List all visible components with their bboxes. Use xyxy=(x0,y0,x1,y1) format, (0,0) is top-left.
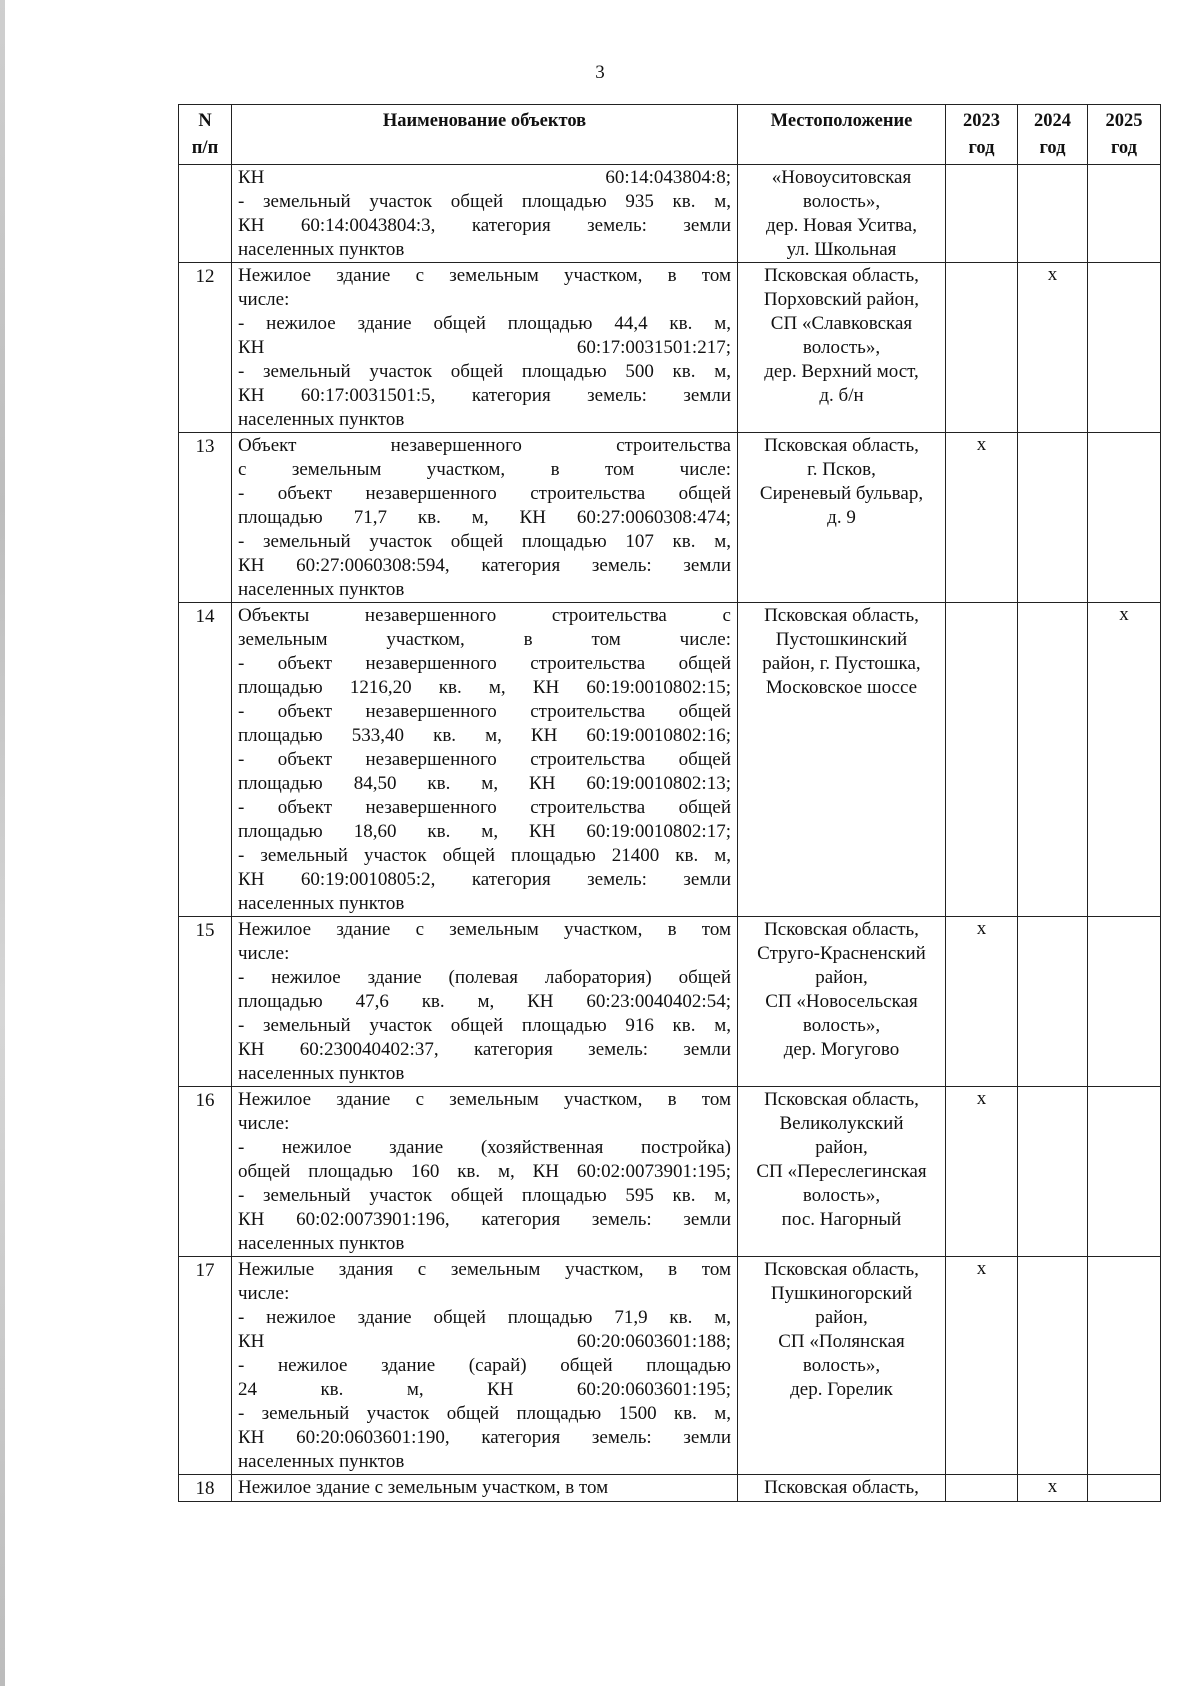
object-name-line: - земельный участок общей площадью 595 кв. м, xyxy=(238,1185,731,1206)
location-line: дер. Горелик xyxy=(790,1379,893,1400)
year-mark-2025 xyxy=(1088,433,1161,603)
object-name-line: населенных пунктов xyxy=(238,239,405,260)
object-name-line: населенных пунктов xyxy=(238,579,405,600)
row-number: 13 xyxy=(179,433,232,603)
year-mark-2025 xyxy=(1088,917,1161,1087)
row-number: 14 xyxy=(179,603,232,917)
year-mark-2024 xyxy=(1018,603,1088,917)
location-line: Псковская область, xyxy=(764,435,919,456)
location-line: Сиреневый бульвар, xyxy=(759,483,924,504)
object-name-line: КН 60:20:0603601:188; xyxy=(238,1331,731,1352)
location-line: район, г. Пустошка, xyxy=(762,653,921,674)
object-name-line: населенных пунктов xyxy=(238,409,405,430)
object-name xyxy=(232,1257,738,1475)
year-mark-2024 xyxy=(1018,1087,1088,1257)
row-number: 16 xyxy=(179,1087,232,1257)
location-line: Псковская область, xyxy=(764,1259,919,1280)
year-mark-2025 xyxy=(1088,1257,1161,1475)
year-mark-2025 xyxy=(1088,1475,1161,1502)
year-mark-2025 xyxy=(1088,1087,1161,1257)
location-line: волость», xyxy=(802,191,881,212)
location-line: Псковская область, xyxy=(764,919,919,940)
location-line: СП «Переслегинская xyxy=(756,1161,927,1182)
location-line: дер. Верхний мост, xyxy=(764,361,919,382)
location-line: г. Псков, xyxy=(807,459,876,480)
row-number xyxy=(179,165,232,263)
object-name-line: - земельный участок общей площадью 1500 кв. м, xyxy=(238,1403,731,1424)
location-line: СП «Славковская xyxy=(770,313,913,334)
object-name-line: - нежилое здание общей площадью 44,4 кв. м, xyxy=(238,313,731,334)
location-line: район, xyxy=(815,967,868,988)
page-number: 3 xyxy=(595,62,605,83)
object-location xyxy=(738,165,946,263)
object-location xyxy=(738,1087,946,1257)
object-name-line: земельным участком, в том числе: xyxy=(238,629,731,650)
year-mark-2025 xyxy=(1088,263,1161,433)
object-name-line: Нежилое здание с земельным участком, в том xyxy=(238,1477,609,1498)
object-name-line: общей площадью 160 кв. м, КН 60:02:0073901:195; xyxy=(238,1161,731,1182)
object-name-line: - объект незавершенного строительства общей xyxy=(238,701,731,722)
table-row xyxy=(179,433,1161,603)
location-line: СП «Полянская xyxy=(778,1331,905,1352)
table-row xyxy=(179,917,1161,1087)
object-name-line: - объект незавершенного строительства общей xyxy=(238,749,731,770)
object-name-line: - нежилое здание общей площадью 71,9 кв. м, xyxy=(238,1307,731,1328)
object-name-line: КН 60:19:0010805:2, категория земель: земли xyxy=(238,869,731,890)
row-number: 17 xyxy=(179,1257,232,1475)
header-name: Наименование объектов xyxy=(232,105,738,165)
object-location xyxy=(738,917,946,1087)
object-name-line: - объект незавершенного строительства общей xyxy=(238,653,731,674)
year-mark-2023: x xyxy=(946,917,1018,1087)
year-mark-2024 xyxy=(1018,433,1088,603)
year-mark-2023: x xyxy=(946,1257,1018,1475)
year-mark-2024: x xyxy=(1018,1475,1088,1502)
header-year-2023: 2023 год xyxy=(946,105,1018,165)
location-line: д. 9 xyxy=(827,507,856,528)
object-name-line: КН 60:230040402:37, категория земель: земли xyxy=(238,1039,731,1060)
object-name-line: площадью 18,60 кв. м, КН 60:19:0010802:17; xyxy=(238,821,731,842)
location-line: д. б/н xyxy=(819,385,864,406)
table-row xyxy=(179,1087,1161,1257)
object-name-line: площадью 84,50 кв. м, КН 60:19:0010802:13; xyxy=(238,773,731,794)
location-line: волость», xyxy=(802,1185,881,1206)
object-name-line: Объект незавершенного строительства xyxy=(238,435,731,456)
location-line: волость», xyxy=(802,337,881,358)
object-name-line: Нежилое здание с земельным участком, в том xyxy=(238,265,731,286)
location-line: пос. Нагорный xyxy=(781,1209,902,1230)
location-line: Псковская область, xyxy=(764,605,919,626)
object-name-line: - земельный участок общей площадью 916 кв. м, xyxy=(238,1015,731,1036)
table-row xyxy=(179,603,1161,917)
object-name-line: КН 60:20:0603601:190, категория земель: земли xyxy=(238,1427,731,1448)
object-name-line: Нежилое здание с земельным участком, в том xyxy=(238,1089,731,1110)
location-line: Псковская область, xyxy=(764,265,919,286)
object-name-line: Нежилое здание с земельным участком, в том xyxy=(238,919,731,940)
table-body xyxy=(179,165,1161,1502)
object-name-line: числе: xyxy=(238,289,290,310)
location-line: «Новоуситовская xyxy=(771,167,912,188)
object-name xyxy=(232,917,738,1087)
header-num: N п/п xyxy=(179,105,232,165)
year-mark-2023: x xyxy=(946,433,1018,603)
row-number: 18 xyxy=(179,1475,232,1502)
object-name-line: - земельный участок общей площадью 935 кв. м, xyxy=(238,191,731,212)
year-mark-2023 xyxy=(946,1475,1018,1502)
year-mark-2025 xyxy=(1088,165,1161,263)
table-row xyxy=(179,1475,1161,1502)
object-name-line: с земельным участком, в том числе: xyxy=(238,459,731,480)
object-name-line: - объект незавершенного строительства общей xyxy=(238,483,731,504)
year-mark-2025: x xyxy=(1088,603,1161,917)
object-name-line: КН 60:14:0043804:3, категория земель: земли xyxy=(238,215,731,236)
location-line: ул. Школьная xyxy=(786,239,897,260)
year-mark-2023 xyxy=(946,165,1018,263)
object-name-line: - нежилое здание (сарай) общей площадью xyxy=(238,1355,731,1376)
object-name xyxy=(232,433,738,603)
object-name-line: Объекты незавершенного строительства с xyxy=(238,605,731,626)
object-name xyxy=(232,1475,738,1502)
row-number: 15 xyxy=(179,917,232,1087)
object-location xyxy=(738,603,946,917)
table-row xyxy=(179,263,1161,433)
location-line: СП «Новосельская xyxy=(765,991,918,1012)
object-name-line: - нежилое здание (полевая лаборатория) общей xyxy=(238,967,731,988)
object-name-line: Нежилые здания с земельным участком, в том xyxy=(238,1259,731,1280)
year-mark-2024 xyxy=(1018,917,1088,1087)
year-mark-2024: x xyxy=(1018,263,1088,433)
object-name-line: КН 60:27:0060308:594, категория земель: земли xyxy=(238,555,731,576)
object-name-line: КН 60:17:0031501:5, категория земель: земли xyxy=(238,385,731,406)
object-name-line: - земельный участок общей площадью 500 кв. м, xyxy=(238,361,731,382)
object-location xyxy=(738,263,946,433)
header-location: Местоположение xyxy=(738,105,946,165)
location-line: Московское шоссе xyxy=(765,677,918,698)
object-name-line: площадью 47,6 кв. м, КН 60:23:0040402:54; xyxy=(238,991,731,1012)
location-line: Пушкиногорский xyxy=(770,1283,913,1304)
object-location xyxy=(738,1475,946,1502)
location-line: волость», xyxy=(802,1355,881,1376)
object-name-line: площадью 71,7 кв. м, КН 60:27:0060308:474; xyxy=(238,507,731,528)
location-line: район, xyxy=(815,1137,868,1158)
year-mark-2024 xyxy=(1018,165,1088,263)
location-line: дер. Могугово xyxy=(783,1039,900,1060)
object-location xyxy=(738,433,946,603)
object-name-line: КН 60:02:0073901:196, категория земель: земли xyxy=(238,1209,731,1230)
location-line: волость», xyxy=(802,1015,881,1036)
object-name-line: - земельный участок общей площадью 107 кв. м, xyxy=(238,531,731,552)
location-line: Пустошкинский xyxy=(775,629,908,650)
object-name-line: населенных пунктов xyxy=(238,1451,405,1472)
object-name-line: числе: xyxy=(238,1113,290,1134)
object-name xyxy=(232,165,738,263)
object-name-line: - нежилое здание (хозяйственная постройка) xyxy=(238,1137,731,1158)
object-name-line: площадью 1216,20 кв. м, КН 60:19:0010802:15; xyxy=(238,677,731,698)
object-name-line: населенных пунктов xyxy=(238,1233,405,1254)
object-name-line: площадью 533,40 кв. м, КН 60:19:0010802:16; xyxy=(238,725,731,746)
location-line: район, xyxy=(815,1307,868,1328)
location-line: Порховский район, xyxy=(763,289,920,310)
table-row xyxy=(179,165,1161,263)
object-name-line: КН 60:17:0031501:217; xyxy=(238,337,731,358)
location-line: Струго-Красненский xyxy=(757,943,926,964)
year-mark-2023: x xyxy=(946,1087,1018,1257)
object-name-line: числе: xyxy=(238,1283,290,1304)
object-name-line: населенных пунктов xyxy=(238,893,405,914)
location-line: Великолукский xyxy=(779,1113,904,1134)
scan-edge xyxy=(0,0,5,1686)
header-year-2025: 2025 год xyxy=(1088,105,1161,165)
row-number: 12 xyxy=(179,263,232,433)
object-name-line: - объект незавершенного строительства общей xyxy=(238,797,731,818)
objects-table xyxy=(178,104,1161,1502)
object-name-line: населенных пунктов xyxy=(238,1063,405,1084)
year-mark-2023 xyxy=(946,263,1018,433)
header-year-2024: 2024 год xyxy=(1018,105,1088,165)
object-name-line: - земельный участок общей площадью 21400 кв. м, xyxy=(238,845,731,866)
object-name xyxy=(232,603,738,917)
object-name xyxy=(232,263,738,433)
year-mark-2024 xyxy=(1018,1257,1088,1475)
object-name xyxy=(232,1087,738,1257)
object-name-line: 24 кв. м, КН 60:20:0603601:195; xyxy=(238,1379,731,1400)
table-row xyxy=(179,1257,1161,1475)
object-name-line: КН 60:14:043804:8; xyxy=(238,167,731,188)
location-line: Псковская область, xyxy=(764,1089,919,1110)
location-line: дер. Новая Уситва, xyxy=(766,215,917,236)
object-name-line: числе: xyxy=(238,943,290,964)
table-header-row xyxy=(179,105,1161,165)
object-location xyxy=(738,1257,946,1475)
year-mark-2023 xyxy=(946,603,1018,917)
location-line: Псковская область, xyxy=(764,1477,919,1498)
